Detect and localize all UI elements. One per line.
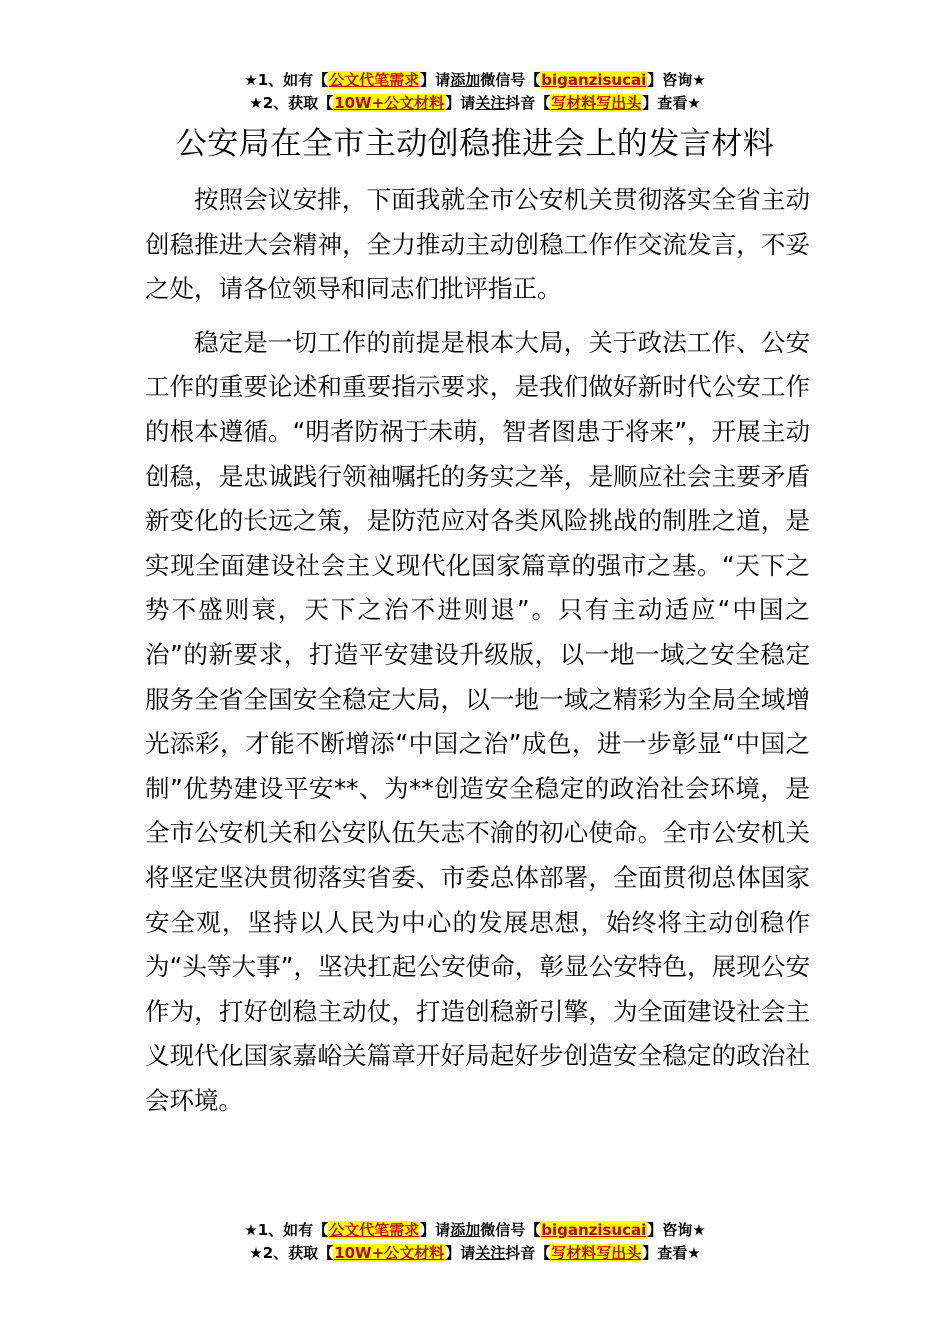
footer-promo-banner <box>0 1219 950 1265</box>
paragraph-intro: 按照会议安排，下面我就全市公安机关贯彻落实全省主动创稳推进大会精神，全力推动主动创稳工作作交流发言，不妥之处，请各位领导和同志们批评指正。 <box>145 185 810 304</box>
promo-line-1: ★1、如有【公文代笔需求】请添加微信号【biganzisucai】咨询★ <box>244 1221 706 1239</box>
promo-line-2: ★2、获取【10W+公文材料】请关注抖音【写材料写出头】查看★ <box>249 1244 701 1262</box>
promo-highlight-materials: 10W+公文材料 <box>334 94 445 112</box>
promo-highlight-douyin: 写材料写出头 <box>551 1244 642 1262</box>
document-body <box>145 178 810 1123</box>
promo-highlight-service: 公文代笔需求 <box>329 1221 420 1239</box>
promo-highlight-materials: 10W+公文材料 <box>334 1244 445 1262</box>
promo-line-1: ★1、如有【公文代笔需求】请添加微信号【biganzisucai】咨询★ <box>244 71 706 89</box>
promo-line-2: ★2、获取【10W+公文材料】请关注抖音【写材料写出头】查看★ <box>249 94 701 112</box>
promo-highlight-douyin: 写材料写出头 <box>551 94 642 112</box>
document-title: 公安局在全市主动创稳推进会上的发言材料 <box>175 126 775 162</box>
paragraph-main: 稳定是一切工作的前提是根本大局，关于政法工作、公安工作的重要论述和重要指示要求，是我们做好新时代公安工作的根本遵循。“明者防祸于未萌，智者图患于将来”，开展主动创稳，是忠诚践行领袖嘱托的务实之举，是顺应社会主要矛盾新变化的长远之策，是防范应对各类风险挑战的制胜之道，是实现全面建设社会主义现代化国家篇章的强市之基。“天下之势不盛则衰，天下之治不进则退”。只有主动适应“中国之治”的新要求，打造平安建设升级版，以一地一域之安全稳定服务全省全国安全稳定大局，以一地一域之精彩为全局全域增光添彩，才能不断增添“中国之治”成色，进一步彰显“中国之制”优势建设平安**、为**创造安全稳定的政治社会环境，是全市公安机关和公安队伍矢志不渝的初心使命。全市公安机关将坚定坚决贯彻落实省委、市委总体部署，全面贯彻总体国家安全观，坚持以人民为中心的发展思想，始终将主动创稳作为“头等大事”，坚决扛起公安使命，彰显公安特色，展现公安作为，打好创稳主动仗，打造创稳新引擎，为全面建设社会主义现代化国家嘉峪关篇章开好局起好步创造安全稳定的政治社会环境。 <box>145 327 810 1115</box>
promo-highlight-service: 公文代笔需求 <box>329 71 420 89</box>
promo-highlight-wechat-id: biganzisucai <box>541 71 647 89</box>
header-promo-banner <box>0 69 950 115</box>
promo-highlight-wechat-id: biganzisucai <box>541 1221 647 1239</box>
